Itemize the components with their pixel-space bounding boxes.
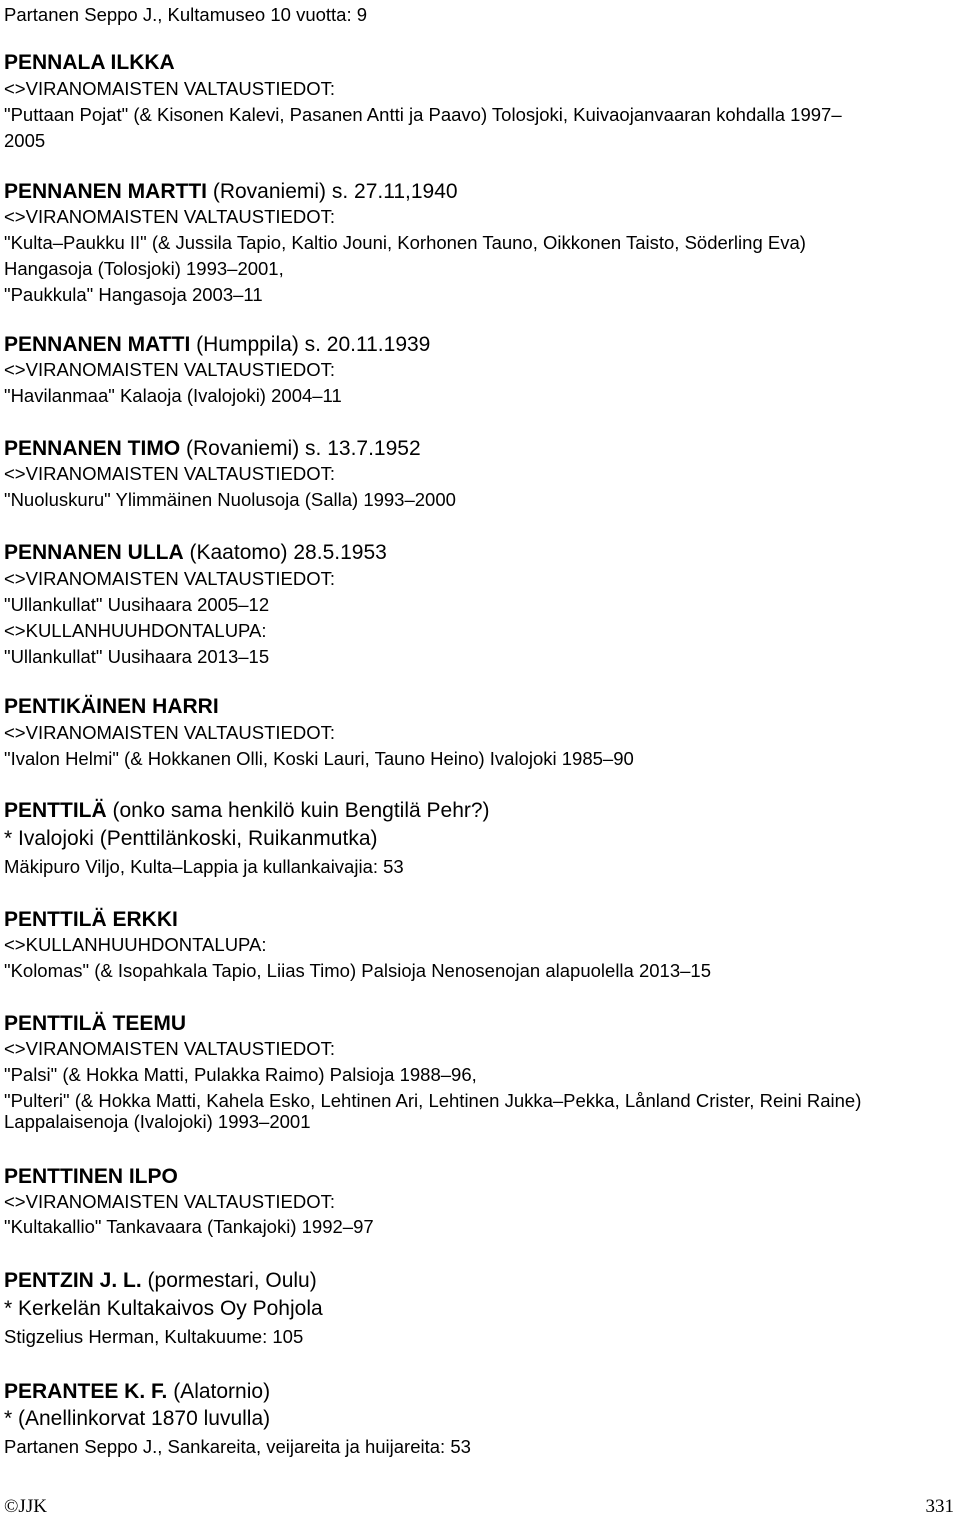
section-label: <>VIRANOMAISTEN VALTAUSTIEDOT: [4,463,336,484]
claim-line: "Paukkula" Hangasoja 2003–11 [4,284,263,305]
claim-line: Hangasoja (Tolosjoki) 1993–2001, [4,258,284,279]
entry-heading: PENNALA ILKKA [4,51,175,74]
reference-line: * Kerkelän Kultakaivos Oy Pohjola [4,1297,323,1320]
section-label: <>KULLANHUUHDONTALUPA: [4,620,267,641]
entry-heading: PENTTILÄ (onko sama henkilö kuin Bengtilä Pehr?) [4,799,490,822]
source-line: Partanen Seppo J., Kultamuseo 10 vuotta: 9 [4,4,368,25]
entry-heading: PENNANEN MARTTI (Rovaniemi) s. 27.11,1940 [4,180,458,203]
section-label: <>KULLANHUUHDONTALUPA: [4,934,267,955]
page-number: 331 [925,1496,954,1517]
claim-line: "Kultakallio" Tankavaara (Tankajoki) 1992–97 [4,1216,374,1237]
section-label: <>VIRANOMAISTEN VALTAUSTIEDOT: [4,359,336,380]
source-line: Partanen Seppo J., Sankareita, veijareita ja huijareita: 53 [4,1436,471,1457]
section-label: <>VIRANOMAISTEN VALTAUSTIEDOT: [4,78,336,99]
section-label: <>VIRANOMAISTEN VALTAUSTIEDOT: [4,1191,336,1212]
claim-line: 2005 [4,130,46,151]
claim-line: "Nuoluskuru" Ylimmäinen Nuolusoja (Salla) 1993–2000 [4,489,456,510]
footer-copyright: ©JJK [4,1496,47,1517]
section-label: <>VIRANOMAISTEN VALTAUSTIEDOT: [4,722,336,743]
source-line: Stigzelius Herman, Kultakuume: 105 [4,1326,304,1347]
claim-line: "Ullankullat" Uusihaara 2013–15 [4,646,270,667]
claim-line: "Ivalon Helmi" (& Hokkanen Olli, Koski Lauri, Tauno Heino) Ivalojoki 1985–90 [4,748,634,769]
entry-heading: PENTIKÄINEN HARRI [4,695,219,718]
entry-heading: PENTTINEN ILPO [4,1165,178,1188]
section-label: <>VIRANOMAISTEN VALTAUSTIEDOT: [4,1038,336,1059]
reference-line: * (Anellinkorvat 1870 luvulla) [4,1407,271,1430]
entry-heading: PENTZIN J. L. (pormestari, Oulu) [4,1269,317,1292]
entry-heading: PENNANEN TIMO (Rovaniemi) s. 13.7.1952 [4,437,421,460]
entry-heading: PENTTILÄ TEEMU [4,1012,186,1035]
claim-line: "Pulteri" (& Hokka Matti, Kahela Esko, Lehtinen Ari, Lehtinen Jukka–Pekka, Lånland Crister, Reini Raine) [4,1090,862,1111]
claim-line: "Havilanmaa" Kalaoja (Ivalojoki) 2004–11 [4,385,342,406]
entry-heading: PERANTEE K. F. (Alatornio) [4,1380,271,1403]
claim-line: Lappalaisenoja (Ivalojoki) 1993–2001 [4,1111,311,1132]
claim-line: "Kolomas" (& Isopahkala Tapio, Liias Timo) Palsioja Nenosenojan alapuolella 2013–15 [4,960,711,981]
source-line: Mäkipuro Viljo, Kulta–Lappia ja kullankaivajia: 53 [4,856,404,877]
reference-line: * Ivalojoki (Penttilänkoski, Ruikanmutka) [4,827,378,850]
entry-heading: PENNANEN ULLA (Kaatomo) 28.5.1953 [4,541,387,564]
entry-heading: PENNANEN MATTI (Humppila) s. 20.11.1939 [4,333,431,356]
entry-heading: PENTTILÄ ERKKI [4,908,178,931]
claim-line: "Puttaan Pojat" (& Kisonen Kalevi, Pasanen Antti ja Paavo) Tolosjoki, Kuivaojanvaaran kohdalla 1997– [4,104,842,125]
section-label: <>VIRANOMAISTEN VALTAUSTIEDOT: [4,568,336,589]
claim-line: "Palsi" (& Hokka Matti, Pulakka Raimo) Palsioja 1988–96, [4,1064,477,1085]
claim-line: "Ullankullat" Uusihaara 2005–12 [4,594,270,615]
claim-line: "Kulta–Paukku II" (& Jussila Tapio, Kaltio Jouni, Korhonen Tauno, Oikkonen Taisto, Söderling Eva) [4,232,806,253]
section-label: <>VIRANOMAISTEN VALTAUSTIEDOT: [4,206,336,227]
